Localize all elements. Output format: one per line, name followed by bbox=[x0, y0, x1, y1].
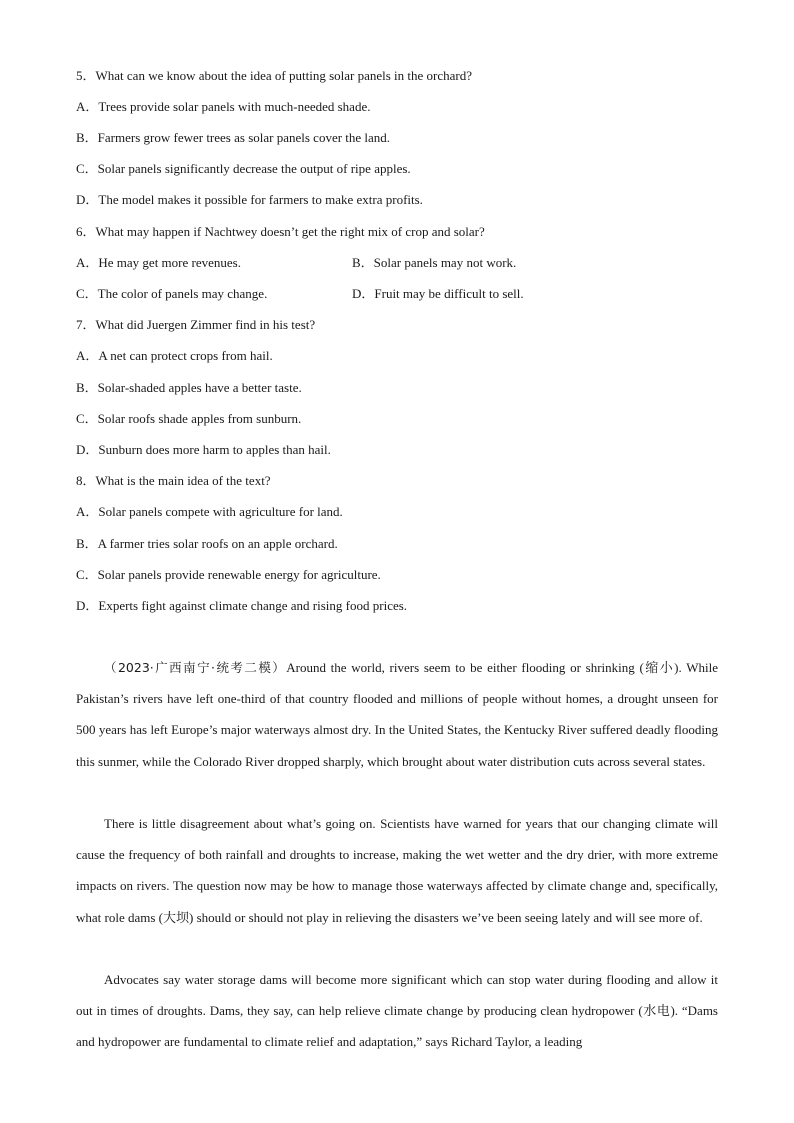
passage-paragraph-1-text: Around the world, rivers seem to be either flooding or shrinking (缩小). While Pakistan’s rivers have left one-third of that country flooded and millions of people without homes, a drought unseen for 500 years has left Europe’s major waterways almost dry. In the United States, the Kentucky River suffered deadly flooding this sunmer, while the Colorado River dropped sharply, which brought about water distribution cuts across several states. bbox=[76, 660, 718, 769]
question-6-option-a: A．He may get more revenues. bbox=[76, 255, 241, 270]
question-7-option-c: C．Solar roofs shade apples from sunburn. bbox=[76, 411, 302, 426]
question-7-option-d: D．Sunburn does more harm to apples than hail. bbox=[76, 442, 331, 457]
question-8-option-d: D．Experts fight against climate change and rising food prices. bbox=[76, 598, 408, 613]
passage-paragraph-1 bbox=[76, 652, 718, 777]
question-6-option-d: D．Fruit may be difficult to sell. bbox=[352, 286, 524, 301]
question-7-option-b: B．Solar-shaded apples have a better taste. bbox=[76, 380, 302, 395]
question-5-option-a: A．Trees provide solar panels with much-needed shade. bbox=[76, 99, 371, 114]
question-7-stem: 7．What did Juergen Zimmer find in his test? bbox=[76, 317, 316, 332]
passage-source: （2023·广西南宁·统考二模） bbox=[104, 660, 287, 675]
question-6-stem: 6．What may happen if Nachtwey doesn’t get the right mix of crop and solar? bbox=[76, 224, 485, 239]
question-8-stem: 8．What is the main idea of the text? bbox=[76, 473, 271, 488]
question-5-option-d: D．The model makes it possible for farmers to make extra profits. bbox=[76, 192, 423, 207]
question-8-option-a: A．Solar panels compete with agriculture for land. bbox=[76, 504, 343, 519]
passage-paragraph-3: Advocates say water storage dams will become more significant which can stop water during flooding and allow it out in times of droughts. Dams, they say, can help relieve climate change by producing clean hydropower (水电). “Dams and hydropower are fundamental to climate relief and adaptation,” says Richard Taylor, a leading bbox=[76, 972, 718, 1050]
question-6-option-c: C．The color of panels may change. bbox=[76, 286, 268, 301]
question-8-option-b: B．A farmer tries solar roofs on an apple orchard. bbox=[76, 536, 338, 551]
passage-paragraph-2: There is little disagreement about what’s going on. Scientists have warned for years that our changing climate will cause the frequency of both rainfall and droughts to increase, making the wet wetter and the dry drier, with more extreme impacts on rivers. The question now may be how to manage those waterways affected by climate change and, specifically, what role dams (大坝) should or should not play in relieving the disasters we’ve been seeing lately and will see more of. bbox=[76, 816, 718, 925]
question-5-option-c: C．Solar panels significantly decrease the output of ripe apples. bbox=[76, 161, 411, 176]
question-5-option-b: B．Farmers grow fewer trees as solar panels cover the land. bbox=[76, 130, 391, 145]
question-8-option-c: C．Solar panels provide renewable energy for agriculture. bbox=[76, 567, 381, 582]
question-5-stem: 5．What can we know about the idea of putting solar panels in the orchard? bbox=[76, 68, 473, 83]
question-6-option-b: B．Solar panels may not work. bbox=[352, 255, 517, 270]
question-7-option-a: A．A net can protect crops from hail. bbox=[76, 348, 273, 363]
